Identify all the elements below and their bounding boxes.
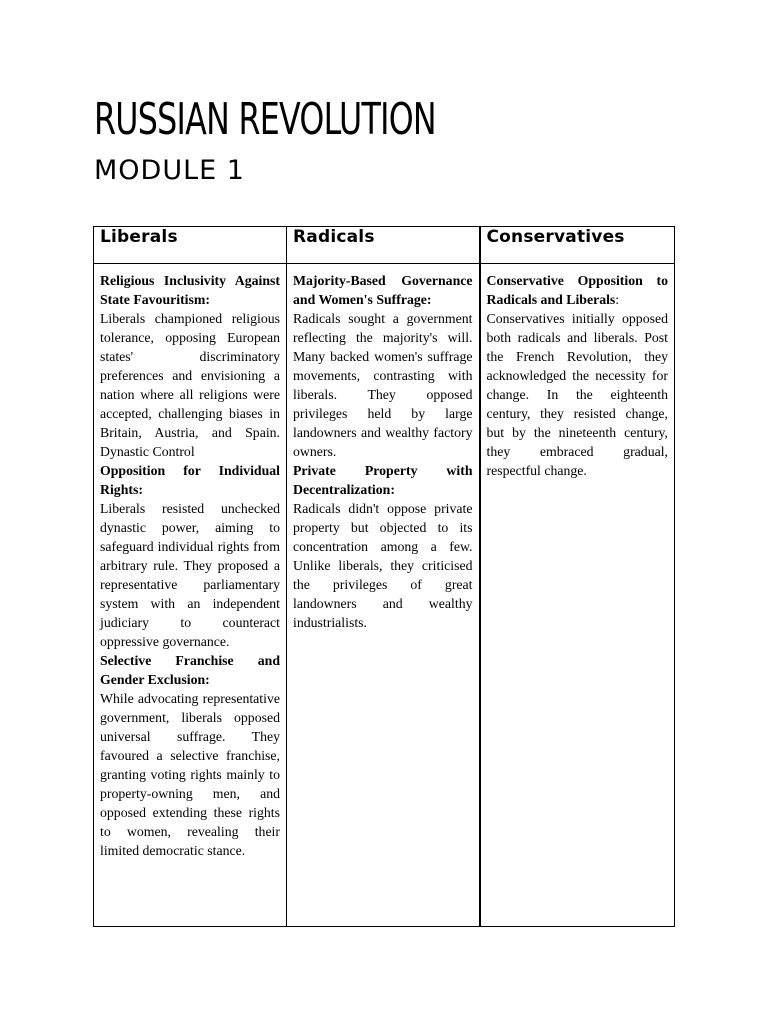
- conservatives-heading-opposition: Conservative Opposition to Radicals and Liberals: [486, 273, 668, 307]
- conservatives-heading-line: [487, 271, 669, 309]
- table-body-row: [94, 264, 675, 927]
- document-subtitle: MODULE 1: [94, 155, 245, 186]
- conservatives-cell: [480, 264, 675, 927]
- radicals-text-private-property: Radicals didn't oppose private property but objected to its concentration among a few. Unlike liberals, they criticised the privileges of great landowners and wealthy industrialists.: [293, 501, 473, 630]
- liberals-text-selective-franchise: While advocating representative government, liberals opposed universal suffrage. They favoured a selective franchise, granting voting rights mainly to property-owning men, and opposed extending these rights to women, revealing their limited democratic stance.: [100, 691, 280, 858]
- radicals-heading-majority-governance: Majority-Based Governance and Women's Suffrage:: [293, 273, 473, 307]
- header-radicals: Radicals: [287, 227, 480, 264]
- liberals-heading-selective-franchise: Selective Franchise and Gender Exclusion:: [100, 653, 280, 687]
- liberals-heading-individual-rights: Opposition for Individual Rights:: [100, 463, 280, 497]
- liberals-text-religious-inclusivity: Liberals championed religious tolerance, opposing European states' discriminatory preferences and envisioning a nation where all religions were accepted, challenging biases in Britain, Austria, and Spain. Dynastic Control: [100, 311, 280, 459]
- liberals-heading-religious-inclusivity: Religious Inclusivity Against State Favouritism:: [100, 273, 280, 307]
- radicals-cell: [287, 264, 480, 927]
- liberals-cell: [94, 264, 287, 927]
- comparison-table: [93, 226, 675, 927]
- document-title: RUSSIAN REVOLUTION: [94, 94, 436, 145]
- liberals-text-individual-rights: Liberals resisted unchecked dynastic power, aiming to safeguard individual rights from arbitrary rule. They proposed a representative parliamentary system with an independent judiciary to counteract oppressive governance.: [100, 501, 280, 649]
- header-liberals: Liberals: [94, 227, 287, 264]
- radicals-text-majority-governance: Radicals sought a government reflecting the majority's will. Many backed women's suffrage movements, contrasting with liberals. They opposed privileges held by large landowners and wealthy factory owners.: [293, 311, 473, 459]
- header-conservatives: Conservatives: [480, 227, 675, 264]
- conservatives-heading-colon: :: [615, 292, 620, 307]
- radicals-heading-private-property: Private Property with Decentralization:: [293, 463, 473, 497]
- conservatives-text-opposition: Conservatives initially opposed both radicals and liberals. Post the French Revolution, they acknowledged the necessity for change. In the eighteenth century, they resisted change, but by the nineteenth century, they embraced gradual, respectful change.: [486, 311, 668, 478]
- table-header-row: [94, 227, 675, 264]
